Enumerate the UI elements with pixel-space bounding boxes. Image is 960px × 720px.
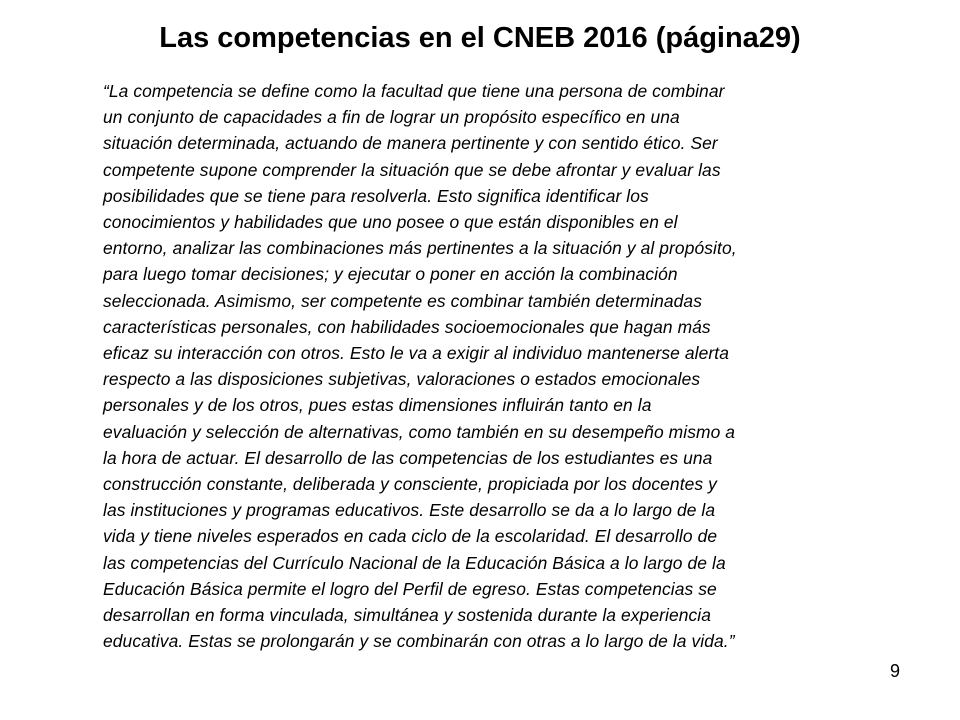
quote-line: conocimientos y habilidades que uno posee o que están disponibles en el bbox=[103, 212, 678, 233]
quote-line: educativa. Estas se prolongarán y se combinarán con otras a lo largo de la vida.” bbox=[103, 631, 735, 652]
quote-line: competente supone comprender la situación que se debe afrontar y evaluar las bbox=[103, 159, 721, 180]
quote-line: las competencias del Currículo Nacional de la Educación Básica a lo largo de la bbox=[103, 552, 726, 573]
quote-line: las instituciones y programas educativos. Este desarrollo se da a lo largo de la bbox=[103, 500, 716, 521]
quote-line: un conjunto de capacidades a fin de lograr un propósito específico en una bbox=[103, 107, 680, 128]
quote-line: entorno, analizar las combinaciones más pertinentes a la situación y al propósito, bbox=[103, 238, 737, 259]
quote-body bbox=[103, 78, 883, 654]
quote-line: eficaz su interacción con otros. Esto le va a exigir al individuo mantenerse alerta bbox=[103, 343, 729, 364]
quote-line: respecto a las disposiciones subjetivas, valoraciones o estados emocionales bbox=[103, 369, 701, 390]
quote-line: posibilidades que se tiene para resolverla. Esto significa identificar los bbox=[103, 185, 649, 206]
page-number: 9 bbox=[889, 661, 900, 681]
quote-line: características personales, con habilidades socioemocionales que hagan más bbox=[103, 316, 711, 337]
slide-title: Las competencias en el CNEB 2016 (página29) bbox=[159, 22, 801, 54]
quote-line: personales y de los otros, pues estas dimensiones influirán tanto en la bbox=[103, 395, 652, 416]
quote-line: evaluación y selección de alternativas, como también en su desempeño mismo a bbox=[103, 421, 736, 442]
quote-line: vida y tiene niveles esperados en cada ciclo de la escolaridad. El desarrollo de bbox=[103, 526, 718, 547]
quote-line: situación determinada, actuando de manera pertinente y con sentido ético. Ser bbox=[103, 133, 718, 154]
quote-line: la hora de actuar. El desarrollo de las competencias de los estudiantes es una bbox=[103, 447, 713, 468]
quote-line: desarrollan en forma vinculada, simultánea y sostenida durante la experiencia bbox=[103, 605, 712, 626]
quote-line: Educación Básica permite el logro del Perfil de egreso. Estas competencias se bbox=[103, 578, 717, 599]
quote-line: seleccionada. Asimismo, ser competente es combinar también determinadas bbox=[103, 290, 702, 311]
quote-line: construcción constante, deliberada y consciente, propiciada por los docentes y bbox=[103, 474, 717, 495]
quote-line: “La competencia se define como la facultad que tiene una persona de combinar bbox=[103, 81, 725, 101]
quote-line: para luego tomar decisiones; y ejecutar o poner en acción la combinación bbox=[103, 264, 678, 285]
